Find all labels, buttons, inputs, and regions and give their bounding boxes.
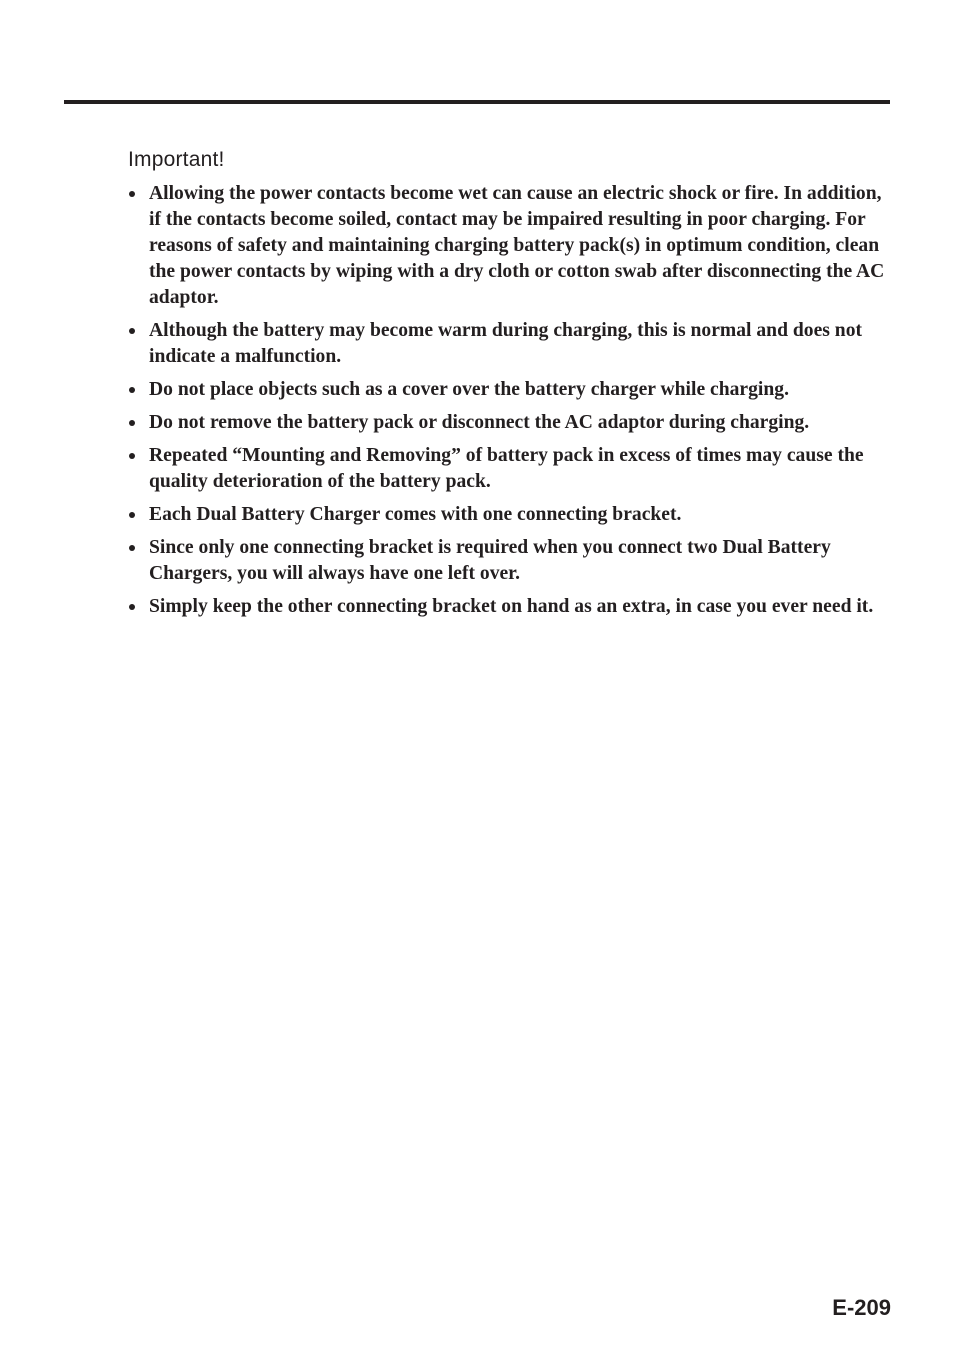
note-item — [128, 502, 888, 528]
note-item — [128, 410, 888, 436]
note-item — [128, 535, 888, 587]
bullet-icon — [129, 453, 135, 459]
note-text: Each Dual Battery Charger comes with one connecting bracket. — [149, 504, 682, 525]
bullet-icon — [129, 545, 135, 551]
note-item — [128, 377, 888, 403]
bullet-icon — [129, 191, 135, 197]
note-item — [128, 318, 888, 370]
important-notes-list — [128, 181, 888, 627]
note-item — [128, 443, 888, 495]
bullet-icon — [129, 604, 135, 610]
top-rule — [64, 100, 890, 104]
note-text: Do not remove the battery pack or disconnect the AC adaptor during charging. — [149, 412, 810, 433]
note-text: Since only one connecting bracket is required when you connect two Dual Battery Chargers, you will always have one left over. — [149, 537, 831, 584]
note-text: Allowing the power contacts become wet can cause an electric shock or fire. In addition, if the contacts become soiled, contact may be impaired resulting in poor charging. For reasons of safety and maintaining charging battery pack(s) in optimum condition, clean the power contacts by wiping with a dry cloth or cotton swab after disconnecting the AC adaptor. — [149, 183, 885, 308]
important-heading: Important! — [128, 148, 225, 171]
note-item — [128, 181, 888, 311]
bullet-icon — [129, 387, 135, 393]
bullet-icon — [129, 328, 135, 334]
page-number: E-209 — [832, 1295, 891, 1320]
bullet-icon — [129, 420, 135, 426]
note-text: Do not place objects such as a cover over the battery charger while charging. — [149, 379, 789, 400]
bullet-icon — [129, 512, 135, 518]
note-item — [128, 594, 888, 620]
note-text: Repeated “Mounting and Removing” of battery pack in excess of times may cause the quality deterioration of the battery pack. — [149, 445, 864, 492]
note-text: Simply keep the other connecting bracket on hand as an extra, in case you ever need it. — [149, 596, 874, 617]
note-text: Although the battery may become warm during charging, this is normal and does not indicate a malfunction. — [149, 320, 863, 367]
